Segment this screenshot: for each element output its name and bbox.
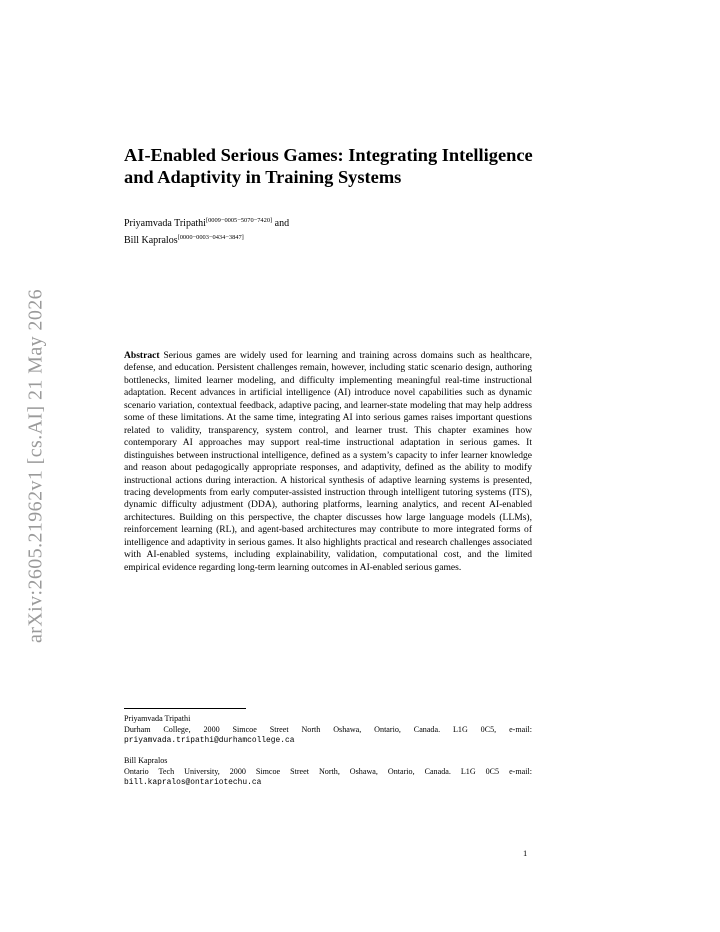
paper-title: AI-Enabled Serious Games: Integrating Intelligence and Adaptivity in Training Systems	[124, 145, 533, 187]
abstract	[124, 350, 532, 574]
author-name: Bill Kapralos	[124, 234, 178, 246]
author-conjunction: and	[272, 218, 290, 229]
abstract-text: Serious games are widely used for learning and training across domains such as healthcare, defense, and education. Persistent challenges remain, however, including static scenario design, authoring bottlenecks, limited learner modeling, and difficulty implementing meaningful real-time instructional adaptation. Recent advances in artificial intelligence (AI) introduce novel capabilities such as dynamic scenario variation, contextual feedback, adaptive pacing, and learner-state modeling that may help address some of these limitations. At the same time, integrating AI into serious games raises important questions related to validity, transparency, system control, and learner trust. This chapter examines how contemporary AI approaches may support real-time instructional adaptation in serious games. It distinguishes between instructional intelligence, defined as a system’s capacity to infer learner knowledge and reason about pedagogically appropriate responses, and adaptivity, defined as the ability to modify instructional actions during interaction. A historical synthesis of adaptive learning systems is presented, tracing developments from early computer-assisted instruction through intelligent tutoring systems (ITS), dynamic difficulty adjustment (DDA), authoring platforms, learning analytics, and recent AI-enabled architectures. Building on this perspective, the chapter discusses how large language models (LLMs), reinforcement learning (RL), and agent-based architectures may contribute to more integrated forms of intelligence and adaptivity in serious games. It also highlights practical and research challenges associated with AI-enabled systems, including explainability, validation, computational cost, and the limited empirical evidence regarding long-term learning outcomes in AI-enabled serious games.	[124, 350, 532, 573]
author-orcid: [0000−0003−0434−3847]	[177, 233, 244, 241]
abstract-label: Abstract	[124, 350, 160, 361]
author-line	[124, 214, 289, 231]
email-address: priyamvada.tripathi@durhamcollege.ca	[124, 736, 295, 746]
page-number: 1	[523, 848, 528, 858]
author-name: Priyamvada Tripathi	[124, 218, 206, 229]
footnote-author-name: Priyamvada Tripathi	[124, 714, 191, 723]
author-orcid: [0009−0005−5070−7420]	[205, 217, 273, 224]
affiliation-text: Ontario Tech University, 2000 Simcoe Street North, Oshawa, Ontario, Canada. L1G 0C5 e-mail:	[124, 766, 532, 776]
author-affiliation-footnote	[124, 714, 532, 747]
email-address: bill.kapralos@ontariotechu.ca	[124, 778, 262, 788]
affiliation-text: Durham College, 2000 Simcoe Street North Oshawa, Ontario, Canada. L1G 0C5, e-mail:	[124, 724, 532, 734]
author-affiliation-footnote	[124, 756, 532, 789]
footnote-affiliation	[124, 725, 532, 747]
footnote-author-name: Bill Kapralos	[124, 756, 168, 765]
arxiv-identifier-watermark: arXiv:2605.21962v1 [cs.AI] 21 May 2026	[24, 288, 47, 644]
author-line	[124, 231, 289, 248]
author-list	[124, 214, 289, 247]
footnote-affiliation	[124, 767, 532, 789]
footnote-divider	[124, 708, 246, 709]
